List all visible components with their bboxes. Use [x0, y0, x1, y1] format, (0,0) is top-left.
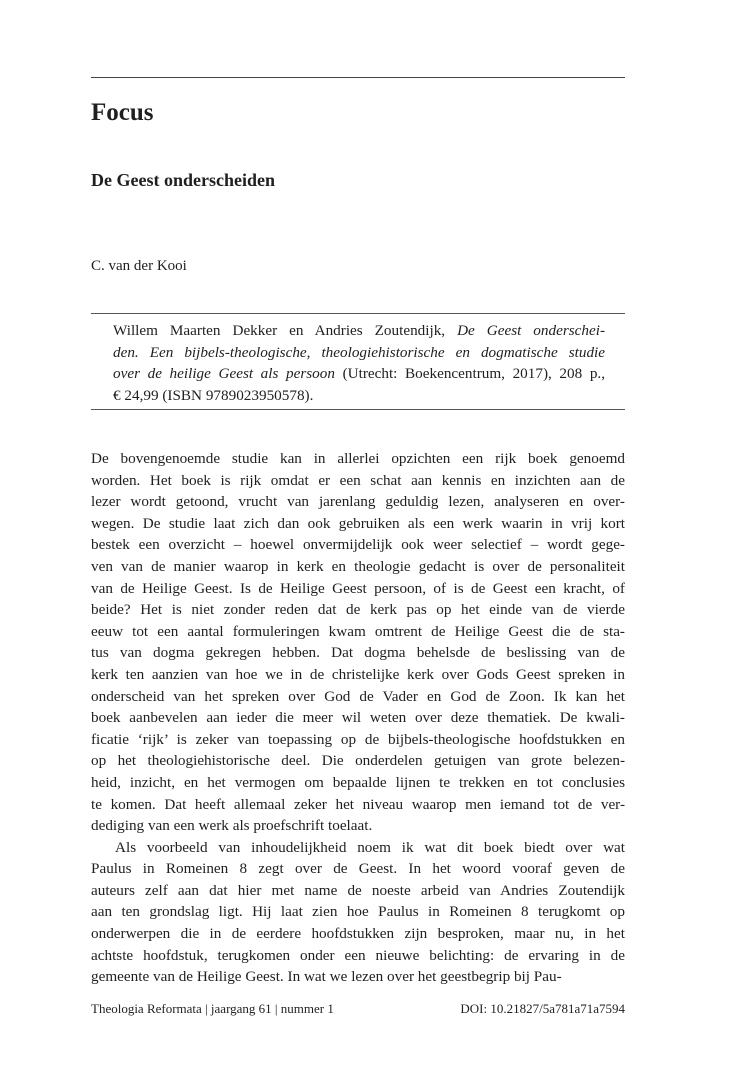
doi: DOI: 10.21827/5a781a71a7594 [460, 1001, 625, 1016]
book-reference-box [91, 313, 625, 410]
body-line: aan ten grondslag ligt. Hij laat zien hoe Paulus in Romeinen 8 terugkomt op [91, 903, 625, 921]
article-title: De Geest onderscheiden [91, 170, 275, 190]
body-line: te komen. Dat heeft allemaal zeker het niveau waarop men iemand tot de ver- [91, 795, 625, 813]
body-line: onderscheid van het spreken over God de Vader en God de Zoon. Ik kan het [91, 687, 625, 705]
article-body [91, 448, 625, 988]
body-line: gemeente van de Heilige Geest. In wat we lezen over het geestbegrip bij Pau- [91, 968, 562, 986]
body-line: heid, inzicht, en het vermogen om bepaalde lijnen te trekken en tot conclusies [91, 773, 625, 791]
book-title-text: over de heilige Geest als persoon [113, 365, 335, 383]
book-title-text: den. Een bijbels-theologische, theologiehistorische en dogmatische studie [113, 343, 605, 361]
body-line: beide? Het is niet zonder reden dat de kerk pas op het einde van de vierde [91, 601, 625, 619]
body-line: achtste hoofdstuk, terugkomen onder een nieuwe belichting: de ervaring in de [91, 946, 625, 964]
author-name: C. van der Kooi [91, 258, 187, 274]
body-line: wegen. De studie laat zich dan ook gebruiken als een werk waarin in vrij kort [91, 514, 625, 532]
body-line: tus van dogma gekregen hebben. Dat dogma behelsde de beslissing van de [91, 644, 625, 662]
body-line: Paulus in Romeinen 8 zegt over de Geest. In het woord vooraf geven de [91, 860, 625, 878]
journal-info: Theologia Reformata | jaargang 61 | nummer 1 [91, 1001, 334, 1016]
body-line: onderwerpen die in de eerdere hoofdstukken zijn besproken, maar nu, in het [91, 925, 625, 943]
body-line: ven van de manier waarop in kerk en theologie gedacht is over de personaliteit [91, 557, 625, 575]
body-line: op het theologiehistorische deel. Die onderdelen getuigen van grote belezen- [91, 752, 625, 770]
body-line: auteurs zelf aan dat hier met name de noeste arbeid van Andries Zoutendijk [91, 881, 625, 899]
section-title: Focus [91, 99, 154, 126]
book-reference-text: Willem Maarten Dekker en Andries Zoutendijk, [113, 322, 458, 339]
book-reference-line [113, 385, 605, 407]
body-line: van de Heilige Geest. Is de Heilige Geest persoon, of is de Geest een kracht, of [91, 579, 625, 597]
book-reference-line [113, 342, 605, 364]
body-line: kerk ten aanzien van hoe we in de christelijke kerk over Gods Geest spreken in [91, 665, 625, 683]
book-reference-line [113, 363, 605, 385]
body-line: boek aanbevelen aan ieder die meer wil weten over deze thematiek. De kwali- [91, 709, 625, 727]
body-line: lezer wordt getoond, vrucht van jarenlang geduldig lezen, analyseren en over- [91, 493, 625, 511]
body-line: De bovengenoemde studie kan in allerlei opzichten een rijk boek genoemd [91, 450, 625, 467]
top-rule [91, 77, 625, 78]
body-line: worden. Het boek is rijk omdat er een schat aan kennis en inzichten aan de [91, 471, 625, 489]
book-title-text: De Geest onderschei- [457, 322, 605, 339]
book-reference [113, 320, 605, 406]
body-line: eeuw tot een aantal formuleringen kwam omtrent de Heilige Geest die de sta- [91, 622, 625, 640]
book-reference-text: (Utrecht: Boekencentrum, 2017), 208 p., [334, 365, 606, 383]
body-line: dediging van een werk als proefschrift toelaat. [91, 817, 373, 835]
book-reference-line [113, 320, 605, 342]
body-line: bestek een overzicht – hoewel onvermijdelijk ook weer selectief – wordt gege- [91, 536, 625, 554]
body-line: Als voorbeeld van inhoudelijkheid noem ik wat dit boek biedt over wat [115, 838, 625, 856]
book-reference-text: € 24,99 (ISBN 9789023950578). [113, 386, 314, 404]
body-line: ficatie ‘rijk’ is zeker van toepassing op de bijbels-theologische hoofdstukken en [91, 730, 625, 748]
